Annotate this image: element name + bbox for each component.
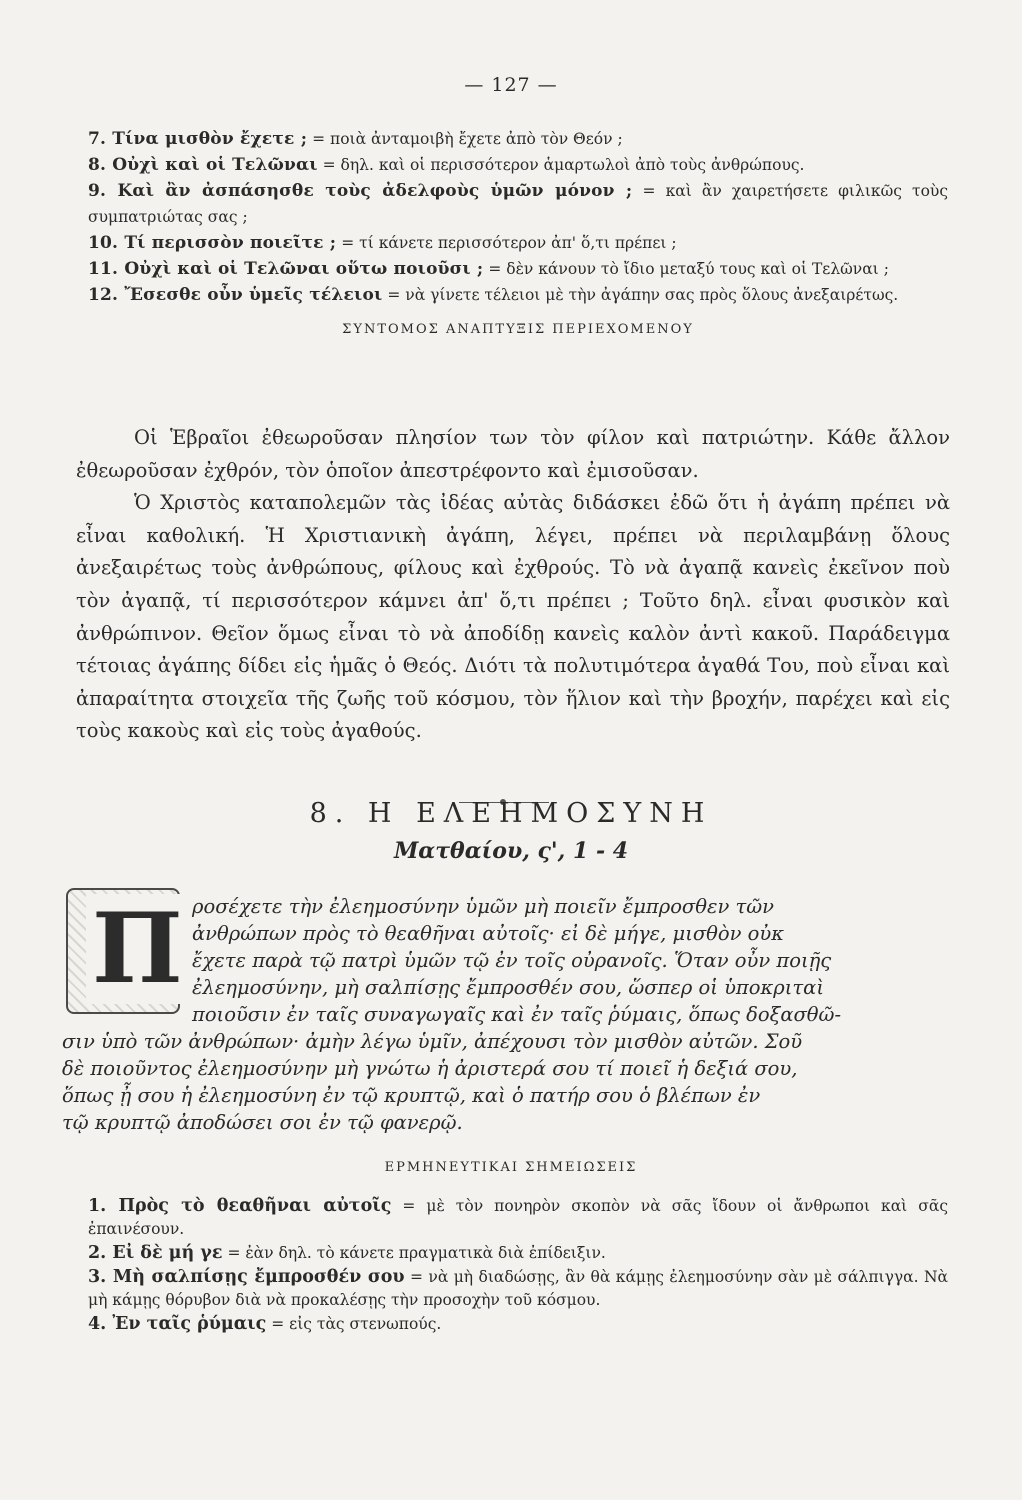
note-term: Τί περισσὸν ποιεῖτε ; [124, 233, 337, 253]
verse-line: ποιοῦσιν ἐν ταῖς συναγωγαῖς καὶ ἐν ταῖς ῥύμαις, ὅπως δοξασθῶ- [192, 1003, 842, 1026]
page-number: — 127 — [464, 74, 558, 96]
verse-line: ἔχετε παρὰ τῷ πατρὶ ὑμῶν τῷ ἐν τοῖς οὐρανοῖς. Ὅταν οὖν ποιῇς [192, 949, 832, 972]
note-item [88, 126, 948, 152]
verse-line: ὅπως ᾖ σου ἡ ἐλεημοσύνη ἐν τῷ κρυπτῷ, καὶ ὁ πατήρ σου ὁ βλέπων ἐν [62, 1084, 761, 1107]
summary-heading: ΣΥΝΤΟΜΟΣ ΑΝΑΠΤΥΞΙΣ ΠΕΡΙΕΧΟΜΕΝΟΥ [342, 322, 694, 337]
note-term: Εἰ δὲ μή γε [112, 1243, 223, 1263]
note-number: 8. [88, 155, 107, 175]
note-text: = δηλ. καὶ οἱ περισσότερον ἁμαρτωλοὶ ἀπὸ τοὺς ἀνθρώπους. [322, 156, 805, 174]
note-text: = τί κάνετε περισσότερον ἀπ' ὅ,τι πρέπει ; [341, 234, 677, 252]
note-term: Ἔσεσθε οὖν ὑμεῖς τέλειοι [124, 285, 383, 305]
note-term: Οὐχὶ καὶ οἱ Τελῶναι οὕτω ποιοῦσι ; [124, 259, 484, 279]
note-term: Μὴ σαλπίσῃς ἔμπροσθέν σου [112, 1267, 405, 1287]
note-number: 3. [88, 1267, 107, 1287]
ornamental-drop-cap [66, 888, 183, 1014]
note-number: 2. [88, 1243, 107, 1263]
scripture-reference: Ματθαίου, ς', 1 - 4 [393, 838, 629, 864]
note-item [88, 1313, 948, 1336]
note-term: Οὐχὶ καὶ οἱ Τελῶναι [112, 155, 318, 175]
notes-heading: ΕΡΜΗΝΕΥΤΙΚΑΙ ΣΗΜΕΙΩΣΕΙΣ [384, 1160, 638, 1175]
verse-line: ἐλεημοσύνην, μὴ σαλπίσῃς ἔμπροσθέν σου, ὥσπερ οἱ ὑποκριταὶ [192, 976, 824, 999]
chapter-title: 8. Η ΕΛΕΗΜΟΣΥΝΗ [309, 798, 713, 829]
note-text: = ἐὰν δηλ. τὸ κάνετε πραγματικὰ διὰ ἐπίδειξιν. [227, 1244, 606, 1262]
note-term: Πρὸς τὸ θεαθῆναι αὐτοῖς [118, 1196, 392, 1216]
note-term: Καὶ ἂν ἀσπάσησθε τοὺς ἀδελφοὺς ὑμῶν μόνον ; [117, 181, 633, 201]
verse-line: τῷ κρυπτῷ ἀποδώσει σοι ἐν τῷ φανερῷ. [62, 1111, 463, 1134]
drop-cap-letter: Π [86, 894, 189, 1004]
note-text: = καὶ ἂν χαιρετήσετε φιλικῶς τοὺς συμπατριώτας σας ; [88, 182, 949, 226]
note-item [88, 178, 948, 230]
note-number: 7. [88, 129, 107, 149]
note-item [88, 230, 948, 256]
summary-body [76, 422, 950, 748]
note-text: = ποιὰ ἀνταμοιβὴ ἔχετε ἀπὸ τὸν Θεόν ; [312, 130, 623, 148]
note-item [88, 1195, 948, 1241]
summary-paragraph: Οἱ Ἑβραῖοι ἐθεωροῦσαν πλησίον των τὸν φίλον καὶ πατριώτην. Κάθε ἄλλον ἐθεωροῦσαν ἐχθρόν, τὸν ὁποῖον ἀπεστρέφοντο καὶ ἐμισοῦσαν. [76, 426, 950, 482]
note-item [88, 1242, 948, 1265]
note-term: Τίνα μισθὸν ἔχετε ; [112, 129, 308, 149]
notes-top [88, 126, 948, 343]
note-text: = νὰ μὴ διαδώσῃς, ἂν θὰ κάμῃς ἐλεημοσύνην σὰν μὲ σάλπιγγα. Νὰ μὴ κάμῃς θόρυβον διὰ νὰ προκαλέσῃς τὴν προσοχὴν τοῦ κόσμου. [88, 1268, 948, 1309]
note-item [88, 282, 948, 308]
note-item [88, 256, 948, 282]
note-text: = νὰ γίνετε τέλειοι μὲ τὴν ἀγάπην σας πρὸς ὅλους ἀνεξαιρέτως. [387, 286, 899, 304]
note-text: = δὲν κάνουν τὸ ἴδιο μεταξύ τους καὶ οἱ Τελῶναι ; [488, 260, 889, 278]
note-number: 4. [88, 1314, 107, 1334]
notes-bottom [88, 1195, 948, 1337]
note-text: = μὲ τὸν πονηρὸν σκοπὸν νὰ σᾶς ἴδουν οἱ ἄνθρωποι καὶ σᾶς ἐπαινέσουν. [88, 1197, 948, 1238]
note-text: = εἰς τὰς στενωπούς. [271, 1315, 442, 1333]
note-number: 9. [88, 181, 107, 201]
verse-line: σιν ὑπὸ τῶν ἀνθρώπων· ἀμὴν λέγω ὑμῖν, ἀπέχουσι τὸν μισθὸν αὐτῶν. Σοῦ [62, 1030, 803, 1053]
note-item [88, 1266, 948, 1312]
verse-line: δὲ ποιοῦντος ἐλεημοσύνην μὴ γνώτω ἡ ἀριστερά σου τί ποιεῖ ἡ δεξιά σου, [62, 1057, 798, 1080]
summary-paragraph: Ὁ Χριστὸς καταπολεμῶν τὰς ἰδέας αὐτὰς διδάσκει ἐδῶ ὅτι ἡ ἀγάπη πρέπει νὰ εἶναι καθολική. Ἡ Χριστιανικὴ ἀγάπη, λέγει, πρέπει νὰ περιλαμβάνῃ ὅλους ἀνεξαιρέτως τοὺς ἀνθρώπους, φίλους καὶ ἐχθρούς. Τὸ νὰ ἀγαπᾷ κανεὶς ἐκεῖνον ποὺ τὸν ἀγαπᾷ, τί περισσότερον κάμνει ἀπ' ὅ,τι πρέπει ; Τοῦτο δηλ. εἶναι φυσικὸν καὶ ἀνθρώπινον. Θεῖον ὅμως εἶναι τὸ νὰ ἀποδίδῃ κανεὶς καλὸν ἀντὶ κακοῦ. Παράδειγμα τέτοιας ἀγάπης δίδει εἰς ἡμᾶς ὁ Θεός. Διότι τὰ πολυτιμότερα ἀγαθά Του, ποὺ εἶναι καὶ ἀπαραίτητα στοιχεῖα τῆς ζωῆς τοῦ κόσμου, τὸν ἥλιον καὶ τὴν βροχήν, παρέχει καὶ εἰς τοὺς κακοὺς καὶ εἰς τοὺς ἀγαθούς. [76, 491, 950, 743]
note-number: 12. [88, 285, 119, 305]
note-number: 1. [88, 1196, 107, 1216]
note-number: 11. [88, 259, 119, 279]
note-number: 10. [88, 233, 119, 253]
verse-line: ροσέχετε τὴν ἐλεημοσύνην ὑμῶν μὴ ποιεῖν ἔμπροσθεν τῶν [192, 895, 775, 918]
note-item [88, 152, 948, 178]
note-term: Ἐν ταῖς ῥύμαις [112, 1314, 267, 1334]
verse-line: ἀνθρώπων πρὸς τὸ θεαθῆναι αὐτοῖς· εἰ δὲ μήγε, μισθὸν οὐκ [192, 922, 785, 945]
